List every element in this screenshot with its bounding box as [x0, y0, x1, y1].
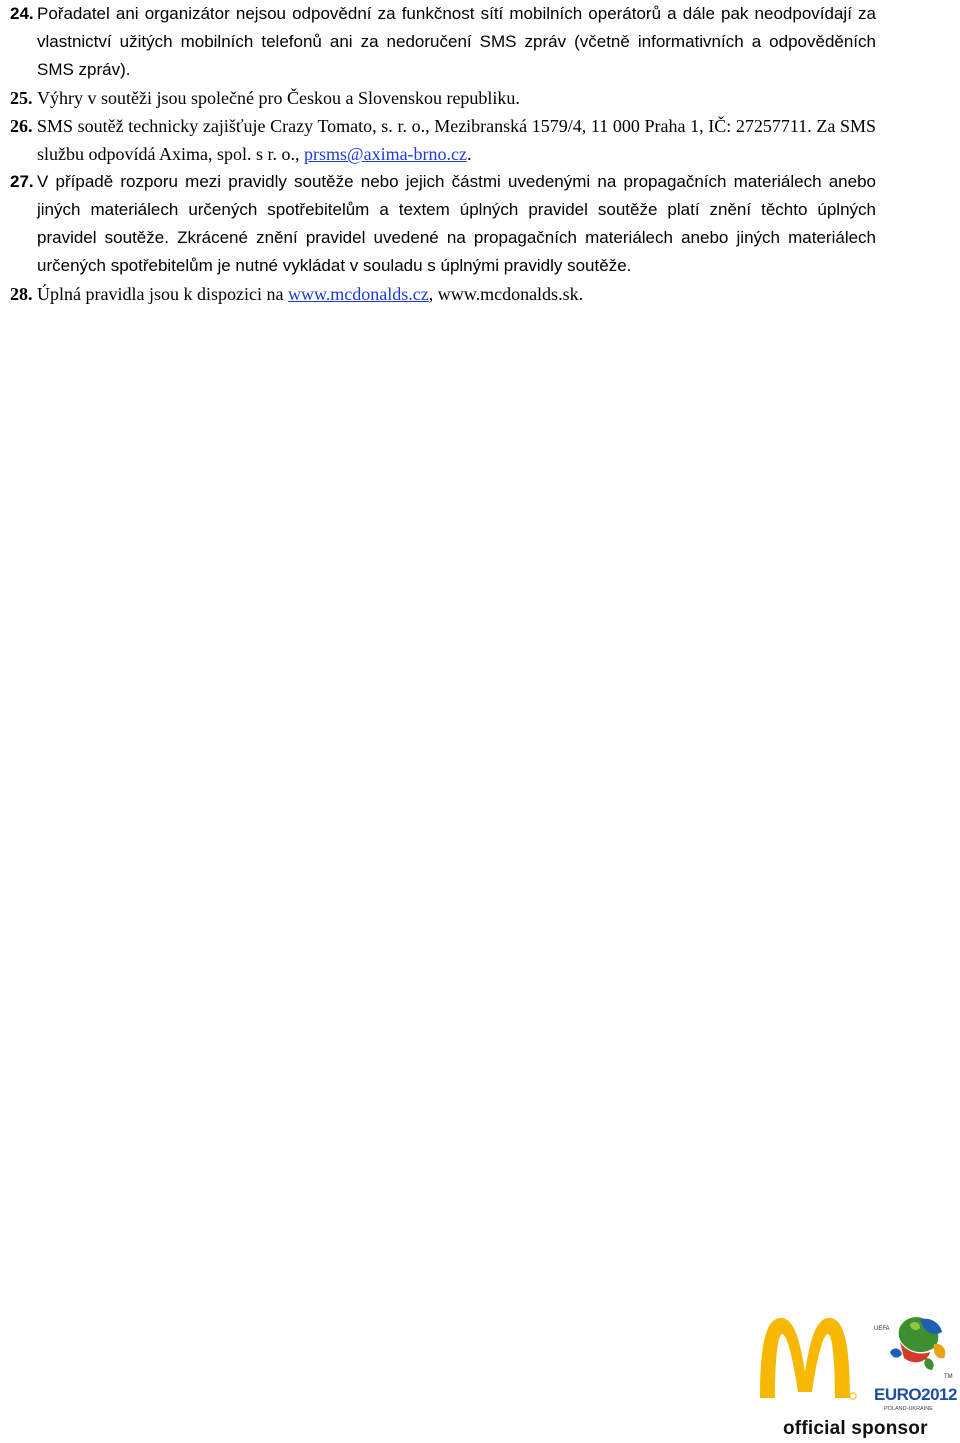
rule-25	[10, 84, 876, 112]
rule-28	[10, 280, 876, 308]
rule-text: V případě rozporu mezi pravidly soutěže nebo jejich částmi uvedenými na propagačních materiálech anebo jiných materiálech určených spotřebitelům a textem úplných pravidel soutěže platí znění těchto úplných pravidel soutěže. Zkrácené znění pravidel uvedené na propagačních materiálech anebo jiných materiálech určených spotřebitelům je nutné vykládat v souladu s úplnými pravidly soutěže.	[37, 172, 876, 275]
tm-label: TM	[944, 1374, 953, 1380]
ball-icon	[890, 1317, 945, 1370]
euro2012-logo-icon	[870, 1312, 960, 1416]
official-sponsor-label: official sponsor	[783, 1418, 928, 1439]
rule-number: 28.	[10, 284, 33, 304]
email-link[interactable]: prsms@axima-brno.cz	[304, 144, 468, 164]
rule-26	[10, 112, 876, 168]
rule-text: Výhry v soutěži jsou společné pro Českou a Slovenskou republiku.	[37, 88, 520, 108]
rule-number: 27.	[10, 172, 34, 191]
sponsor-footer	[0, 1300, 960, 1443]
rule-text: SMS soutěž technicky zajišťuje Crazy Tomato, s. r. o., Mezibranská 1579/4, 11 000 Praha 1, IČ: 27257711. Za SMS službu odpovídá Axima, spol. s r. o.,	[37, 116, 876, 164]
rule-text: Pořadatel ani organizátor nejsou odpovědní za funkčnost sítí mobilních operátorů a dále pak neodpovídají za vlastnictví užitých mobilních telefonů ani za nedoručení SMS zpráv (včetně informativních a odpověděních SMS zpráv).	[37, 4, 876, 79]
rules-text	[10, 0, 876, 308]
rule-text: Úplná pravidla jsou k dispozici na	[37, 284, 288, 304]
rule-number: 24.	[10, 4, 34, 23]
rule-text-end: , www.mcdonalds.sk.	[428, 284, 584, 304]
uefa-label: UEFA	[874, 1326, 890, 1332]
rule-27	[10, 168, 876, 280]
mcdonalds-logo-icon	[754, 1314, 858, 1402]
rule-number: 25.	[10, 88, 33, 108]
rule-text-end: .	[467, 144, 472, 164]
website-link[interactable]: www.mcdonalds.cz	[287, 284, 429, 304]
host-label: POLAND-UKRAINE	[884, 1406, 933, 1412]
rule-number: 26.	[10, 116, 33, 136]
rule-24	[10, 0, 876, 84]
euro-label: EURO2012	[874, 1385, 957, 1404]
